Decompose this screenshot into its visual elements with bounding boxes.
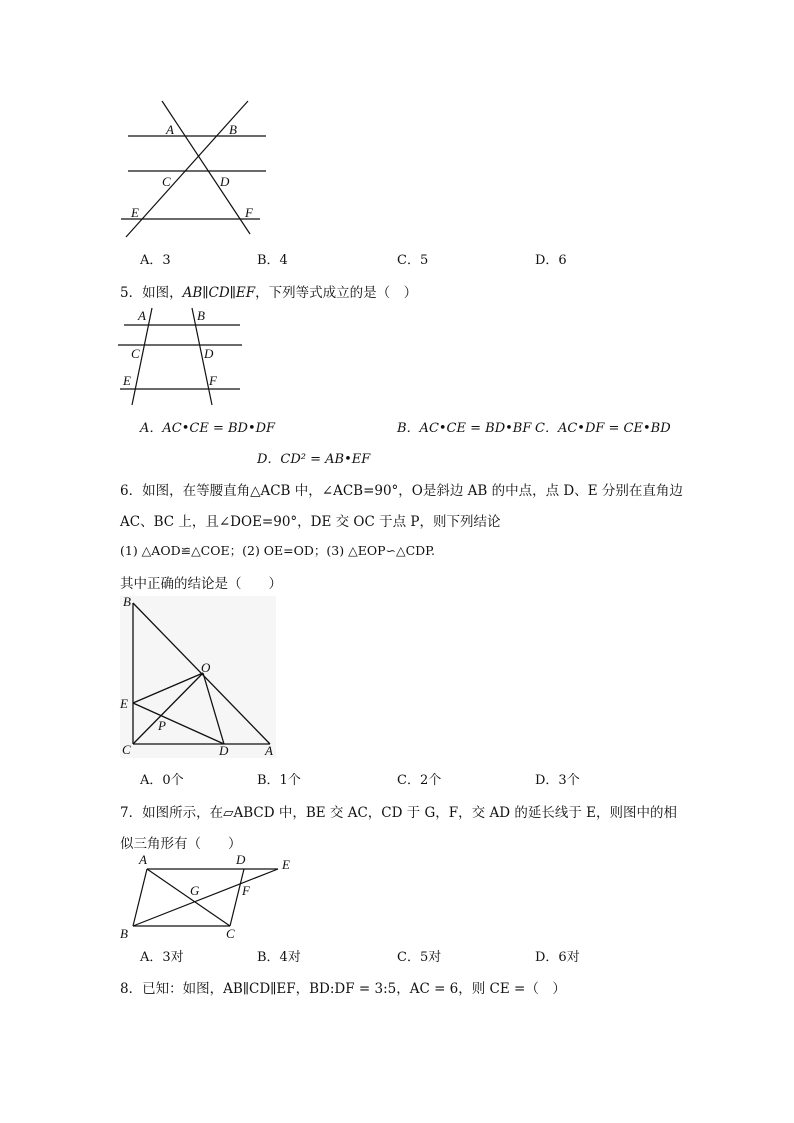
- q7-option-b: B．4对: [257, 950, 301, 965]
- q5-label-d: D: [204, 346, 214, 361]
- q7-option-c: C．5对: [397, 950, 442, 965]
- q6-label-p: P: [158, 718, 166, 733]
- q5-stem-suffix: ，下列等式成立的是（ ）: [255, 285, 418, 301]
- q4-option-d: D．6: [535, 253, 567, 268]
- q7-label-c: C: [226, 926, 235, 941]
- q7-label-a: A: [139, 852, 147, 867]
- q6-option-d: D．3个: [535, 773, 580, 788]
- q4-option-c: C．5: [397, 253, 429, 268]
- q5-option-d: D．CD² = AB•EF: [257, 452, 371, 467]
- q7-option-a: A．3对: [140, 950, 184, 965]
- q5-option-c: C．AC•DF = CE•BD: [535, 421, 671, 436]
- q5-option-b: B．AC•CE = BD•BF: [397, 421, 532, 436]
- q6-label-a: A: [265, 743, 273, 758]
- q6-label-o: O: [201, 660, 211, 675]
- q4-label-c: C: [162, 174, 171, 189]
- q6-option-c: C．2个: [397, 773, 442, 788]
- q7-label-d: D: [236, 852, 246, 867]
- q5-label-e: E: [123, 373, 131, 388]
- q4-label-b: B: [229, 122, 237, 137]
- q4-option-a: A．3: [140, 253, 171, 268]
- q4-label-a: A: [166, 122, 174, 137]
- q8-line-1: 8．已知：如图，AB∥CD∥EF，BD:DF = 3:5，AC = 6，则 CE =（ ）: [120, 981, 566, 997]
- q7-line-1: 7．如图所示，在▱ABCD 中，BE 交 AC，CD 于 G，F，交 AD 的延长线于 E，则图中的相: [120, 805, 677, 821]
- q5-option-a: A．AC•CE = BD•DF: [140, 421, 276, 436]
- q7-label-g: G: [190, 883, 200, 898]
- q5-label-a: A: [138, 308, 146, 323]
- q5-stem-math: AB∥CD∥EF: [182, 285, 256, 301]
- q5-label-b: B: [197, 308, 205, 323]
- q4-label-e: E: [131, 205, 139, 220]
- q6-line-3: (1) △AOD≌△COE；(2) OE=OD；(3) △EOP∽△CDP.: [120, 543, 436, 558]
- q6-label-e: E: [120, 696, 128, 711]
- q4-label-d: D: [220, 174, 230, 189]
- q7-option-d: D．6对: [535, 950, 580, 965]
- q7-label-b: B: [120, 926, 128, 941]
- q5-stem-prefix: 5．如图，: [120, 285, 183, 301]
- q6-label-d: D: [219, 743, 229, 758]
- q4-label-f: F: [245, 205, 253, 220]
- q6-line-4: 其中正确的结论是（ ）: [120, 576, 282, 592]
- q6-option-b: B．1个: [257, 773, 301, 788]
- q7-line-2: 似三角形有（ ）: [120, 836, 242, 852]
- q4-option-b: B．4: [257, 253, 288, 268]
- q5-label-c: C: [131, 346, 140, 361]
- q6-label-b: B: [123, 594, 131, 609]
- q6-line-1: 6．如图，在等腰直角△ACB 中，∠ACB=90°，O是斜边 AB 的中点，点 D、E 分别在直角边: [120, 483, 683, 499]
- q6-option-a: A．0个: [140, 773, 184, 788]
- q7-label-e: E: [282, 857, 290, 872]
- q6-line-2: AC、BC 上，且∠DOE=90°，DE 交 OC 于点 P，则下列结论: [120, 514, 501, 530]
- q6-label-c: C: [122, 742, 131, 757]
- q5-label-f: F: [209, 373, 217, 388]
- q7-label-f: F: [242, 883, 250, 898]
